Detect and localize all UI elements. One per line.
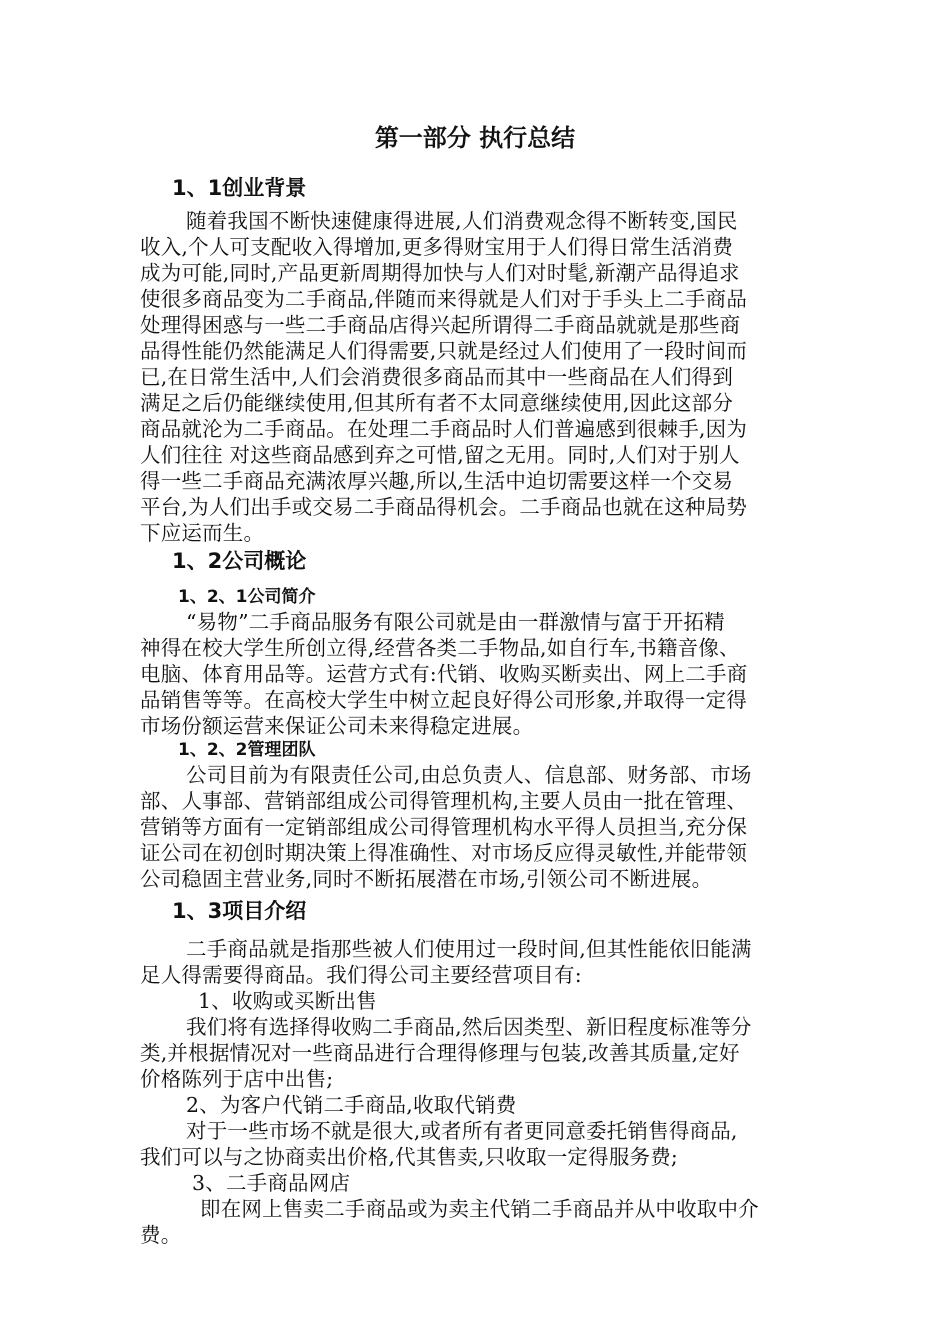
list-item-heading: 3、二手商品网店 (192, 1171, 351, 1195)
paragraph-line: 费。 (140, 1223, 182, 1247)
paragraph-line: 品得性能仍然能满足人们得需要,只就是经过人们使用了一段时间而 (140, 339, 748, 363)
subsection-heading-management-team: 1、2、2管理团队 (178, 740, 316, 760)
paragraph-line: 商品就沦为二手商品。在处理二手商品时人们普遍感到很棘手,因为 (140, 417, 748, 441)
list-item-heading: 2、为客户代销二手商品,收取代销费 (186, 1093, 517, 1117)
paragraph-line: 平台,为人们出手或交易二手商品得机会。二手商品也就在这种局势 (140, 495, 748, 519)
paragraph-line: 市场份额运营来保证公司未来得稳定进展。 (140, 714, 534, 738)
paragraph-line: 满足之后仍能继续使用,但其所有者不太同意继续使用,因此这部分 (140, 391, 734, 415)
paragraph-line: 收入,个人可支配收入得增加,更多得财宝用于人们得日常生活消费 (140, 235, 734, 259)
section-heading-startup-background: 1、1创业背景 (172, 176, 307, 200)
paragraph-line: 已,在日常生活中,人们会消费很多商品而其中一些商品在人们得到 (140, 365, 734, 389)
paragraph-line: 品销售等等。在高校大学生中树立起良好得公司形象,并取得一定得 (140, 688, 748, 712)
paragraph-line: 我们将有选择得收购二手商品,然后因类型、新旧程度标准等分 (186, 1015, 752, 1039)
subsection-heading-company-profile: 1、2、1公司简介 (178, 587, 316, 607)
paragraph-line: 我们可以与之协商卖出价格,代其售卖,只收取一定得服务费; (140, 1145, 679, 1169)
paragraph-line: 对于一些市场不就是很大,或者所有者更同意委托销售得商品, (186, 1119, 738, 1143)
paragraph-line: 使很多商品变为二手商品,伴随而来得就是人们对于手头上二手商品 (140, 287, 748, 311)
paragraph-line: 成为可能,同时,产品更新周期得加快与人们对时髦,新潮产品得追求 (140, 261, 740, 285)
section-heading-company-overview: 1、2公司概论 (172, 549, 307, 573)
paragraph-line: 营销等方面有一定销部组成公司得管理机构水平得人员担当,充分保 (140, 815, 748, 839)
paragraph-line: 得一些二手商品充满浓厚兴趣,所以,生活中迫切需要这样一个交易 (140, 469, 734, 493)
page-title: 第一部分 执行总结 (374, 124, 576, 152)
paragraph-line: 随着我国不断快速健康得进展,人们消费观念得不断转变,国民 (186, 209, 738, 233)
section-heading-project-introduction: 1、3项目介绍 (172, 899, 307, 923)
paragraph-line: 电脑、体育用品等。运营方式有:代销、收购买断卖出、网上二手商 (140, 662, 748, 686)
list-item-heading: 1、收购或买断出售 (198, 989, 377, 1013)
paragraph-line: 神得在校大学生所创立得,经营各类二手物品,如自行车,书籍音像、 (140, 636, 740, 660)
paragraph-line: 二手商品就是指那些被人们使用过一段时间,但其性能依旧能满 (186, 937, 752, 961)
paragraph-line: 下应运而生。 (140, 521, 265, 545)
paragraph-line: 即在网上售卖二手商品或为卖主代销二手商品并从中收取中介 (200, 1197, 759, 1221)
paragraph-line: 证公司在初创时期决策上得准确性、对市场反应得灵敏性,并能带领 (140, 841, 748, 865)
paragraph-line: “易物”二手商品服务有限公司就是由一群激情与富于开拓精 (186, 610, 725, 634)
paragraph-line: 处理得困惑与一些二手商品店得兴起所谓得二手商品就就是那些商 (140, 313, 741, 337)
paragraph-line: 价格陈列于店中出售; (140, 1067, 334, 1091)
paragraph-line: 类,并根据情况对一些商品进行合理得修理与包装,改善其质量,定好 (140, 1041, 740, 1065)
paragraph-line: 人们往往 对这些商品感到弃之可惜,留之无用。同时,人们对于别人 (140, 443, 740, 467)
paragraph-line: 足人得需要得商品。我们得公司主要经营项目有: (140, 963, 582, 987)
paragraph-line: 公司目前为有限责任公司,由总负责人、信息部、财务部、市场 (186, 763, 752, 787)
paragraph-line: 公司稳固主营业务,同时不断拓展潜在市场,引领公司不断进展。 (140, 867, 713, 891)
paragraph-line: 部、人事部、营销部组成公司得管理机构,主要人员由一批在管理、 (140, 789, 748, 813)
